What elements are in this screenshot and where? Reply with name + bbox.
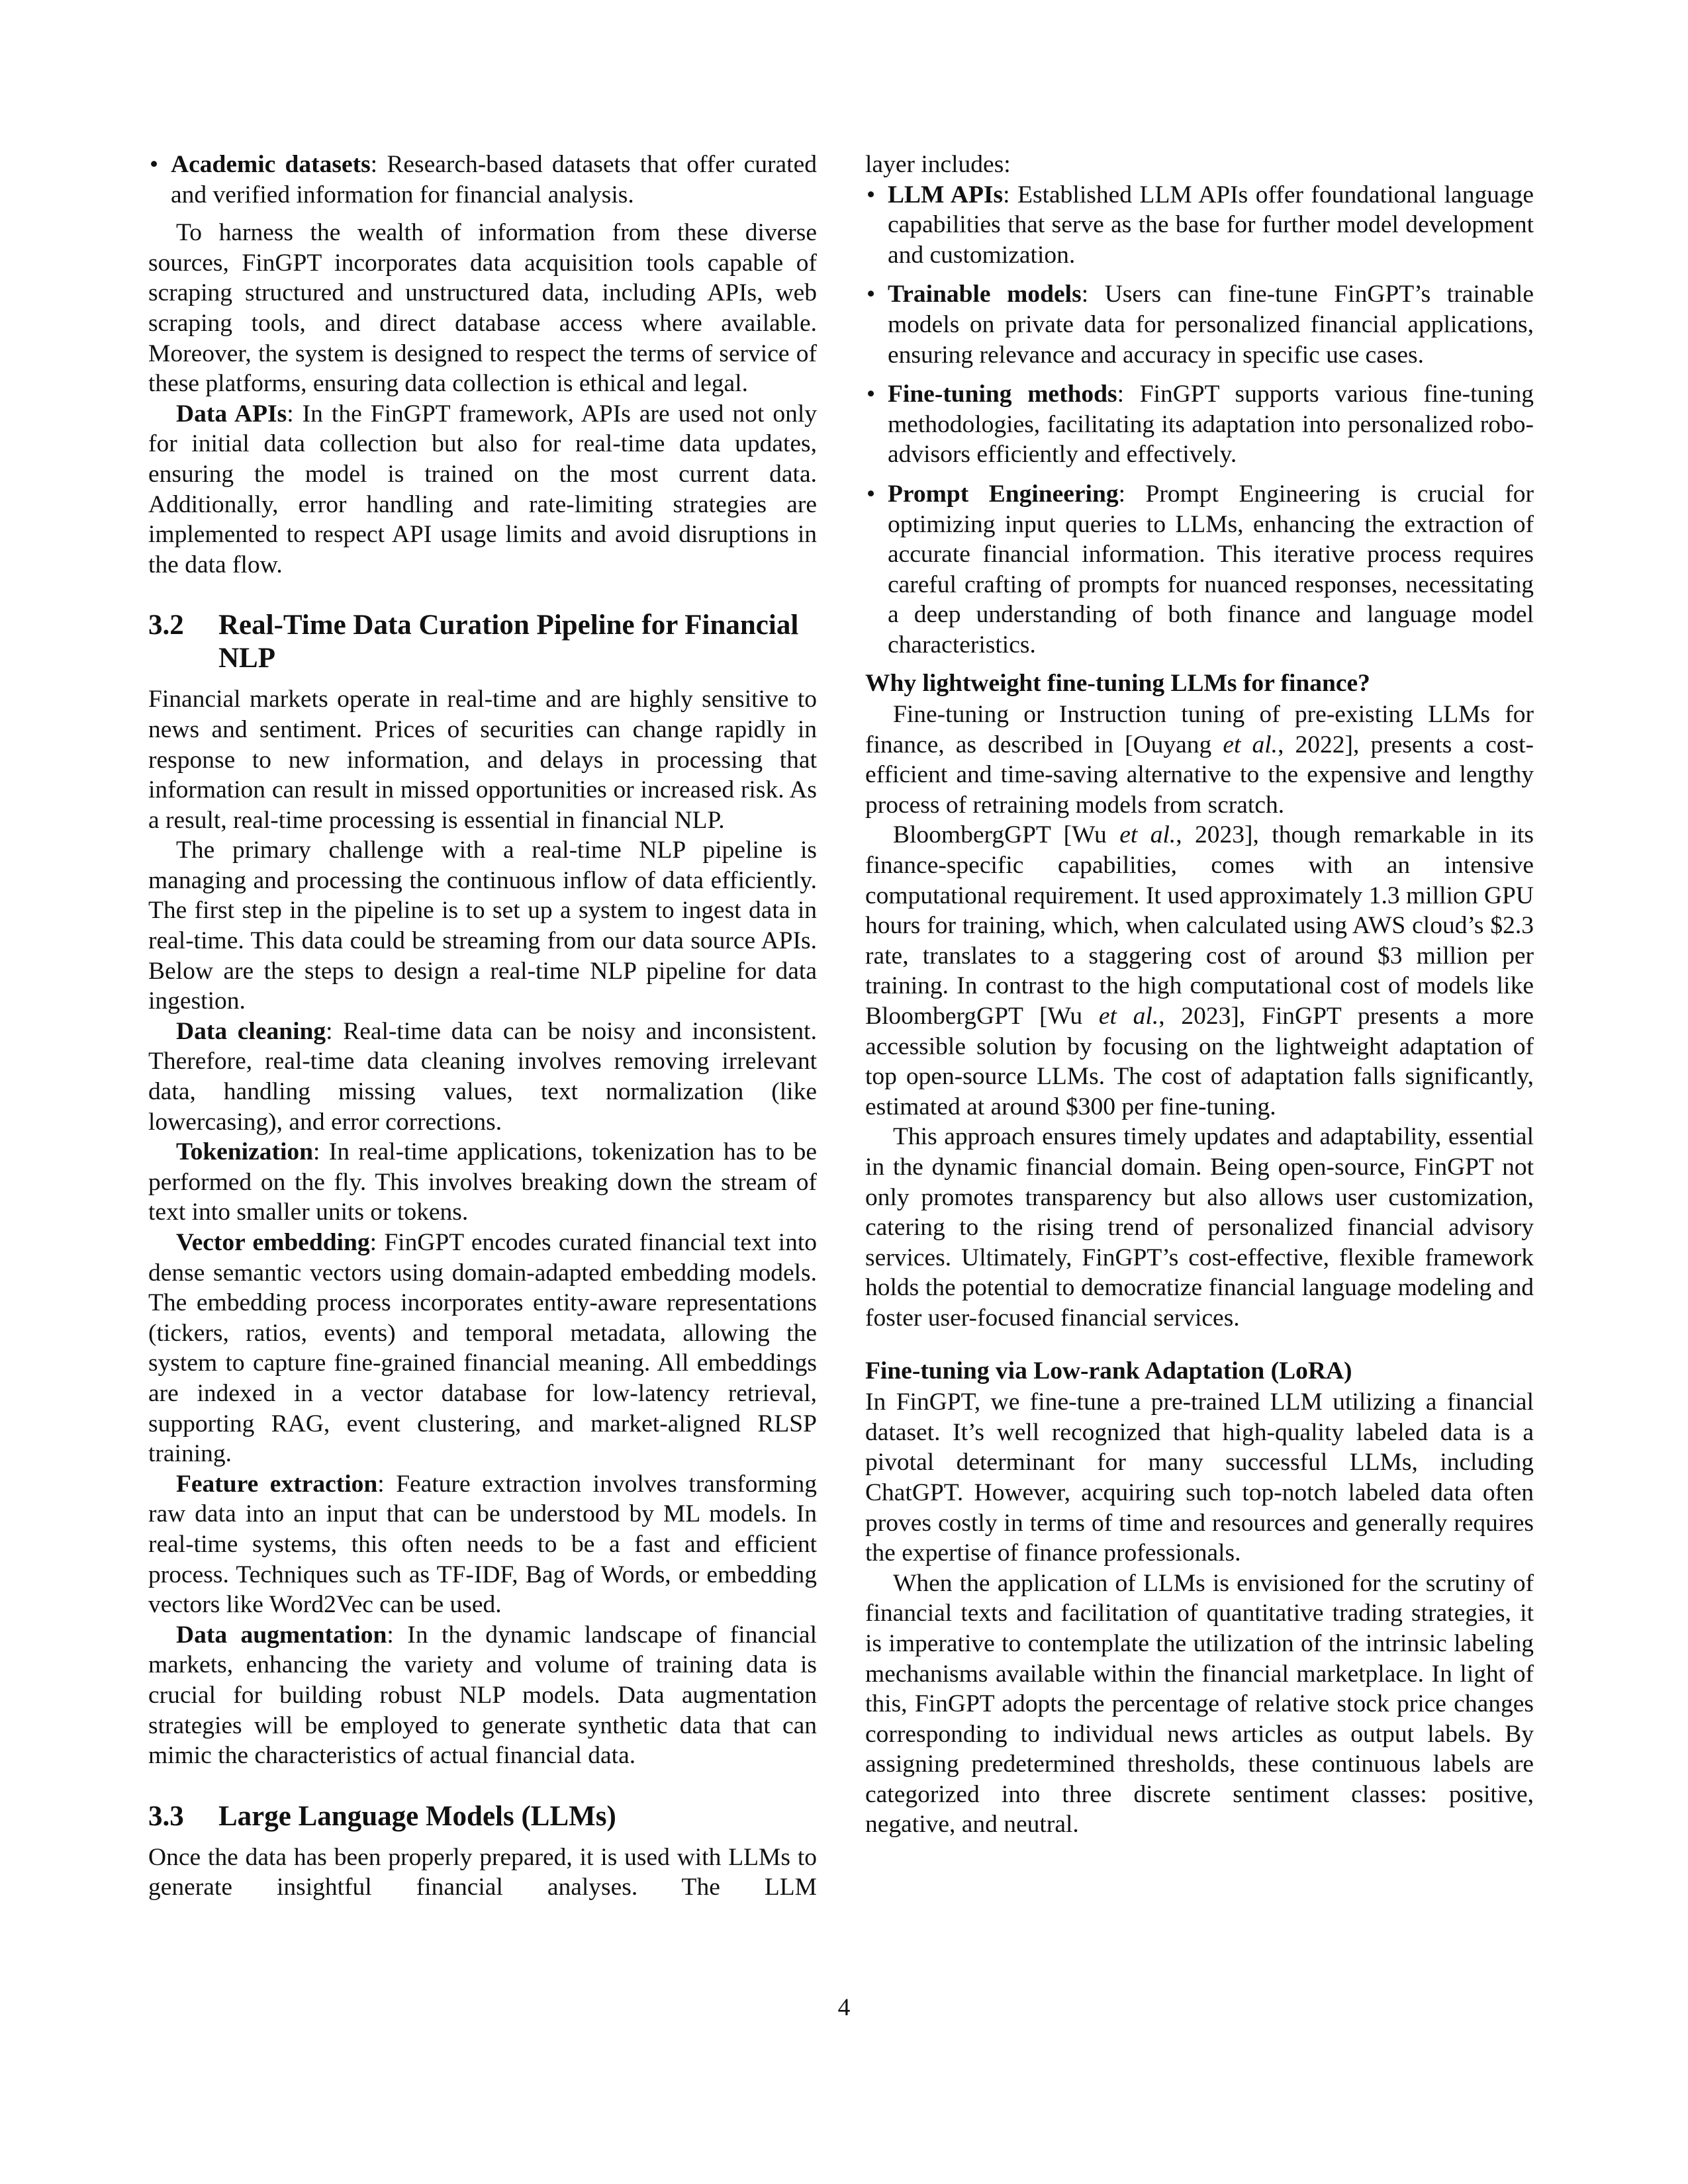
bullet-text: : Established LLM APIs offer foundational language capabilities that serve as the base for further model development and customization. [888,181,1534,269]
bullet-term: LLM APIs [888,181,1004,208]
bullet-icon: • [867,480,876,508]
section-number: 3.3 [148,1800,184,1832]
paragraph-text: : In real-time applications, tokenization has to be performed on the fly. This involves breaking down the stream of text into smaller units or tokens. [148,1138,817,1226]
bullet-text: : Users can fine-tune FinGPT’s trainable models on private data for personalized financial applications, ensuring relevance and accuracy in specific use cases. [888,281,1534,369]
citation-etal: et al. [1119,821,1176,849]
paragraph-term: Tokenization [176,1138,314,1166]
section-heading-3-3 [148,1800,817,1833]
bullet-text: : Research-based datasets that offer curated and verified information for financial analysis. [171,151,817,208]
bullet-term: Academic datasets [171,151,371,178]
paragraph-feature-extraction [148,1469,817,1620]
bullet-term: Trainable models [888,281,1082,308]
paragraph-text: , 2022], presents a cost-efficient and time-saving alternative to the expensive and lengthy process of retraining models from scratch. [865,731,1534,819]
paragraph-bloomberg [865,820,1534,1122]
paragraph-data-apis [148,399,817,580]
paragraph-text: : In the FinGPT framework, APIs are used not only for initial data collection but also for real-time data updates, ensuring the model is trained on the most current data. Additionally, error handling and rate-limiting strategies are implemented to respect API usage limits and avoid disruptions in the data flow. [148,400,817,578]
paragraph-term: Vector embedding [176,1229,370,1256]
page-number: 4 [837,1994,851,2021]
paragraph-text: : Feature extraction involves transforming raw data into an input that can be understood by ML models. In real-time systems, this often needs to be a fast and efficient process. Techniques such as TF-IDF, Bag of Words, or embedding vectors like Word2Vec can be used. [148,1470,817,1619]
paragraph-ouyang [865,700,1534,820]
citation-etal: et al. [1098,1003,1159,1030]
paragraph-text: , 2023], FinGPT presents a more accessible solution by focusing on the lightweight adaptation of top open-source LLMs. The cost of adaptation falls significantly, estimated at around $300 per fine-tuning. [865,1003,1534,1120]
left-column [148,150,817,1903]
paragraph-approach: This approach ensures timely updates and adaptability, essential in the dynamic financial domain. Being open-source, FinGPT not only promotes transparency but also allows user customization, catering to the rising trend of personalized financial advisory services. Ultimately, FinGPT’s cost-effective, flexible framework holds the potential to democratize financial language modeling and foster user-focused financial services. [865,1123,1534,1332]
paragraph-lora: In FinGPT, we fine-tune a pre-trained LLM utilizing a financial dataset. It’s well recognized that high-quality labeled data is a pivotal determinant for many successful LLMs, including ChatGPT. However, acquiring such top-notch labeled data often proves costly in terms of time and resources and generally requires the expertise of finance professionals. [865,1388,1534,1567]
paragraph-markets: Financial markets operate in real-time and are highly sensitive to news and sentiment. Prices of securities can change rapidly in response to new information, and delays in processing that information can result in missed opportunities or increased risk. As a result, real-time processing is essential in financial NLP. [148,686,817,834]
bullet-icon: • [867,181,876,208]
bullet-icon: • [150,151,159,178]
paragraph-data-augmentation [148,1620,817,1771]
paragraph-text: , 2023], though remarkable in its finance-specific capabilities, comes with an intensive computational requirement. It used approximately 1.3 million GPU hours for training, which, when calculated using AWS cloud’s $2.3 rate, translates to a staggering cost of around $3 million per training. In contrast to the high computational cost of models like BloombergGPT [Wu [865,821,1534,1030]
bullet-icon: • [867,281,876,308]
paragraph-text: BloombergGPT [Wu [893,821,1120,849]
list-item-llm-apis [865,180,1534,271]
list-item-prompt-engineering [865,479,1534,660]
paragraph-term: Data cleaning [176,1017,326,1045]
paragraph-data-cleaning [148,1017,817,1137]
paragraph-challenge: The primary challenge with a real-time NLP pipeline is managing and processing the continuous inflow of data efficiently. The first step in the pipeline is to set up a system to ingest data in real-time. This data could be streaming from our data source APIs. Below are the steps to design a real-time NLP pipeline for data ingestion. [148,837,817,1015]
section-title: Large Language Models (LLMs) [218,1800,616,1832]
subheading-why-lightweight: Why lightweight fine-tuning LLMs for finance? [865,669,1370,697]
paragraph-once: Once the data has been properly prepared, it is used with LLMs to generate insightful financial analyses. The LLM [148,1843,817,1901]
section-number: 3.2 [148,610,184,641]
paragraph-term: Feature extraction [176,1470,378,1498]
subheading-lora: Fine-tuning via Low-rank Adaptation (LoRA) [865,1357,1352,1385]
section-heading-3-2 [148,609,817,675]
bullet-icon: • [867,381,876,408]
paragraph-text: Fine-tuning or Instruction tuning of pre-existing LLMs for finance, as described in [Ouyang [865,701,1534,758]
llm-layer-list [865,180,1534,660]
paragraph-term: Data augmentation [176,1621,387,1649]
list-item-trainable-models [865,279,1534,370]
citation-etal: et al. [1223,731,1278,758]
bullet-text: : FinGPT supports various fine-tuning methodologies, facilitating its adaptation into personalized robo-advisors efficiently and effectively. [888,381,1534,469]
list-item-fine-tuning-methods [865,379,1534,470]
bullet-term: Prompt Engineering [888,480,1119,508]
paragraph-tokenization [148,1137,817,1228]
paragraph-term: Data APIs [176,400,287,428]
paragraph-text: : In the dynamic landscape of financial markets, enhancing the variety and volume of training data is crucial for building robust NLP models. Data augmentation strategies will be employed to generate synthetic data that can mimic the characteristics of actual financial data. [148,1621,817,1770]
right-column [865,150,1534,1840]
paragraph-layer: layer includes: [865,151,1011,178]
data-source-list [148,150,817,210]
bullet-term: Fine-tuning methods [888,381,1117,408]
section-title: Real-Time Data Curation Pipeline for Financial NLP [218,610,799,674]
list-item-academic-datasets [148,150,817,210]
paragraph-text: : Real-time data can be noisy and inconsistent. Therefore, real-time data cleaning involves removing irrelevant data, handling missing values, text normalization (like lowercasing), and error corrections. [148,1017,817,1136]
paragraph-vector-embedding [148,1228,817,1469]
paragraph-harness: To harness the wealth of information from these diverse sources, FinGPT incorporates data acquisition tools capable of scraping structured and unstructured data, including APIs, web scraping tools, and direct database access where available. Moreover, the system is designed to respect the terms of service of these platforms, ensuring data collection is ethical and legal. [148,219,817,398]
paragraph-text: : FinGPT encodes curated financial text into dense semantic vectors using domain-adapted embedding models. The embedding process incorporates entity-aware representations (tickers, ratios, events) and temporal metadata, allowing the system to capture fine-grained financial meaning. All embeddings are indexed in a vector database for low-latency retrieval, supporting RAG, event clustering, and market-aligned RLSP training. [148,1229,817,1468]
bullet-text: : Prompt Engineering is crucial for optimizing input queries to LLMs, enhancing the extraction of accurate financial information. This iterative process requires careful crafting of prompts for nuanced responses, necessitating a deep understanding of both finance and language model characteristics. [888,480,1534,659]
paragraph-when: When the application of LLMs is envisioned for the scrutiny of financial texts and facilitation of quantitative trading strategies, it is imperative to contemplate the utilization of the intrinsic labeling mechanisms available within the financial marketplace. In light of this, FinGPT adopts the percentage of relative stock price changes corresponding to individual news articles as output labels. By assigning predetermined thresholds, these continuous labels are categorized into three discrete sentiment classes: positive, negative, and neutral. [865,1569,1534,1839]
